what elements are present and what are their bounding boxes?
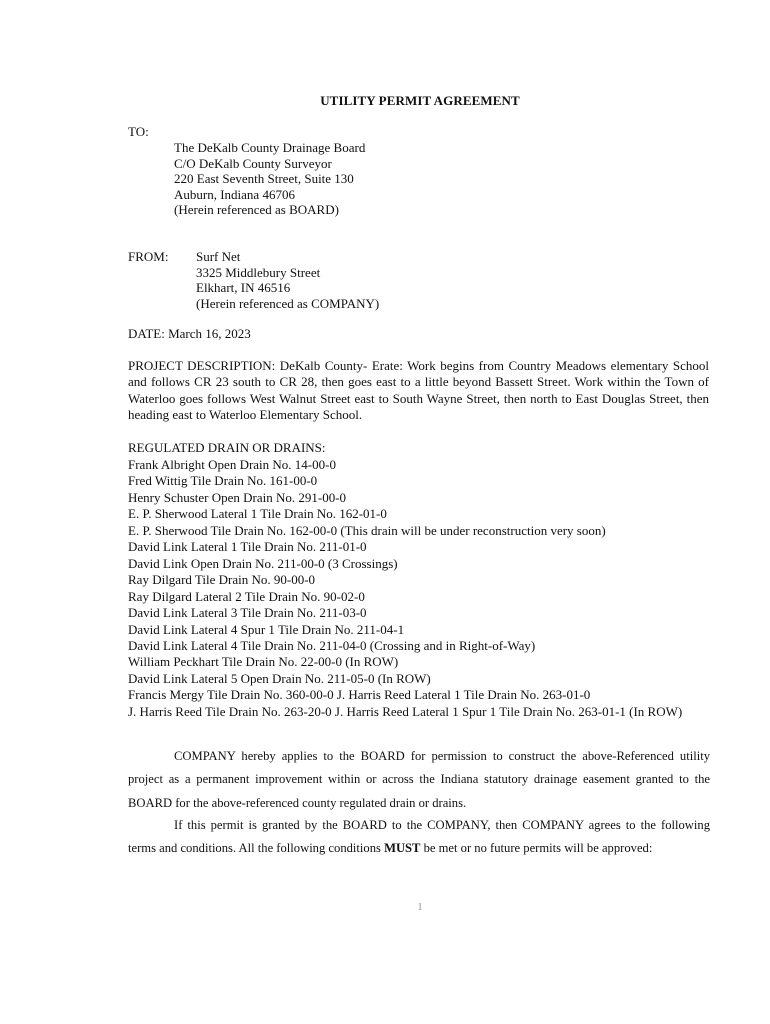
drain-item: David Link Open Drain No. 211-00-0 (3 Crossings) — [128, 555, 398, 571]
from-address-block — [196, 249, 379, 311]
terms-paragraph — [128, 814, 710, 861]
document-title: UTILITY PERMIT AGREEMENT — [320, 93, 520, 108]
date-line: DATE: March 16, 2023 — [128, 326, 251, 341]
drain-item: Francis Mergy Tile Drain No. 360-00-0 J. Harris Reed Lateral 1 Tile Drain No. 263-01-0 — [128, 687, 591, 703]
drains-heading: REGULATED DRAIN OR DRAINS: — [128, 440, 326, 455]
from-label: FROM: — [128, 249, 169, 264]
terms-paragraph-text: If this permit is granted by the BOARD to the COMPANY, then COMPANY agrees to the following terms and conditions. All the following conditions — [128, 818, 710, 856]
drain-item: J. Harris Reed Tile Drain No. 263-20-0 J. Harris Reed Lateral 1 Spur 1 Tile Drain No. 263-01-1 (In ROW) — [128, 703, 683, 719]
from-line: (Herein referenced as COMPANY) — [196, 295, 380, 311]
to-line: (Herein referenced as BOARD) — [174, 202, 339, 218]
drain-item: David Link Lateral 5 Open Drain No. 211-05-0 (In ROW) — [128, 670, 431, 686]
drain-item: E. P. Sherwood Tile Drain No. 162-00-0 (This drain will be under reconstruction very soon) — [128, 522, 606, 538]
drain-item: David Link Lateral 3 Tile Drain No. 211-03-0 — [128, 605, 367, 621]
drains-list — [128, 457, 710, 720]
from-line: Surf Net — [196, 249, 241, 264]
to-label: TO: — [128, 124, 149, 139]
drain-item: Frank Albright Open Drain No. 14-00-0 — [128, 457, 336, 472]
to-line: The DeKalb County Drainage Board — [174, 140, 366, 155]
project-description: PROJECT DESCRIPTION: DeKalb County- Erate: Work begins from Country Meadows elementary School and follows CR 23 south to CR 28, then goes east to a little beyond Bassett Street. Work within the Town of Waterloo goes follows West Walnut Street east to South Wayne Street, then north to East Douglas Street, then heading east to Waterloo Elementary School. — [128, 358, 709, 423]
application-paragraph-text: COMPANY hereby applies to the BOARD for permission to construct the above-Referenced utility project as a permanent improvement within or across the Indiana statutory drainage easement granted to the BOARD for the above-referenced county regulated drain or drains. — [128, 749, 710, 810]
from-line: 3325 Middlebury Street — [196, 264, 321, 280]
page-number: 1 — [417, 901, 423, 913]
to-line: C/O DeKalb County Surveyor — [174, 155, 332, 171]
drain-item: Fred Wittig Tile Drain No. 161-00-0 — [128, 473, 318, 489]
drain-item: David Link Lateral 4 Tile Drain No. 211-04-0 (Crossing and in Right-of-Way) — [128, 637, 536, 653]
drain-item: Henry Schuster Open Drain No. 291-00-0 — [128, 489, 347, 505]
to-address-block — [174, 140, 365, 218]
drain-item: David Link Lateral 1 Tile Drain No. 211-01-0 — [128, 539, 367, 555]
drain-item: Ray Dilgard Tile Drain No. 90-00-0 — [128, 572, 316, 588]
application-paragraph — [128, 745, 710, 815]
to-line: Auburn, Indiana 46706 — [174, 186, 295, 202]
terms-paragraph-tail: be met or no future permits will be approved: — [420, 841, 653, 856]
from-line: Elkhart, IN 46516 — [196, 280, 291, 296]
to-line: 220 East Seventh Street, Suite 130 — [174, 171, 354, 187]
terms-emphasis: MUST — [384, 841, 421, 856]
drain-item: David Link Lateral 4 Spur 1 Tile Drain No. 211-04-1 — [128, 621, 405, 637]
drain-item: Ray Dilgard Lateral 2 Tile Drain No. 90-02-0 — [128, 588, 365, 604]
drain-item: William Peckhart Tile Drain No. 22-00-0 (In ROW) — [128, 654, 399, 670]
drain-item: E. P. Sherwood Lateral 1 Tile Drain No. 162-01-0 — [128, 506, 387, 522]
